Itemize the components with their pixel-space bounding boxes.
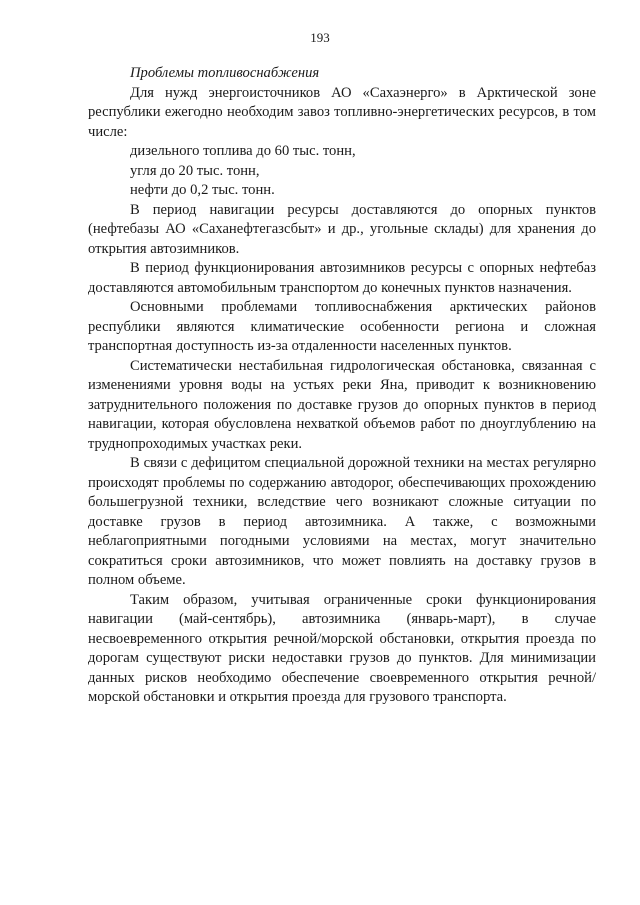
body-paragraph: Таким образом, учитывая ограниченные сроки функционирования навигации (май-сентябрь), автозимника (январь-март), в случае несвоевременного открытия речной/морской обстановки, открытия проезда по дорогам существуют риски недоставки грузов до пунктов. Для минимизации данных рисков необходимо обеспечение своевременного открытия речной/морской обстановки и открытия проезда для грузового транспорта. bbox=[88, 591, 596, 705]
page-number: 193 bbox=[310, 30, 330, 45]
list-item: дизельного топлива до 60 тыс. тонн, bbox=[130, 143, 356, 159]
body-paragraph: В связи с дефицитом специальной дорожной техники на местах регулярно происходят проблемы по содержанию автодорог, обеспечивающих прохождению большегрузной техники, вследствие чего возникают сложные ситуации по доставке грузов в период автозимника. А также, с возможными неблагоприятными погодными условиями на местах, могут значительно сократиться сроки автозимников, что может повлиять на доставку грузов в полном объеме. bbox=[88, 455, 596, 588]
body-paragraph: Систематически нестабильная гидрологическая обстановка, связанная с изменениями уровня воды на устьях реки Яна, приводит к возникновению затруднительного положения по доставке грузов до опорных пунктов в период навигации, которая обусловлена нехваткой объемов работ по дноуглублению на труднопроходимых участках реки. bbox=[88, 357, 596, 452]
list-item: нефти до 0,2 тыс. тонн. bbox=[130, 182, 275, 198]
section-heading: Проблемы топливоснабжения bbox=[130, 65, 320, 81]
list-item: угля до 20 тыс. тонн, bbox=[130, 162, 260, 179]
body-paragraph: Основными проблемами топливоснабжения арктических районов республики являются климатические особенности региона и сложная транспортная доступность из-за отдаленности населенных пунктов. bbox=[88, 299, 596, 354]
intro-paragraph: Для нужд энергоисточников АО «Сахаэнерго» в Арктической зоне республики ежегодно необходим завоз топливно-энергетических ресурсов, в том числе: bbox=[88, 84, 596, 140]
body-paragraph: В период функционирования автозимников ресурсы с опорных нефтебаз доставляются автомобильным транспортом до конечных пунктов назначения. bbox=[88, 260, 596, 296]
page-content bbox=[88, 64, 596, 708]
body-paragraph: В период навигации ресурсы доставляются до опорных пунктов (нефтебазы АО «Саханефтегазсбыт» и др., угольные склады) для хранения до открытия автозимников. bbox=[88, 201, 596, 257]
